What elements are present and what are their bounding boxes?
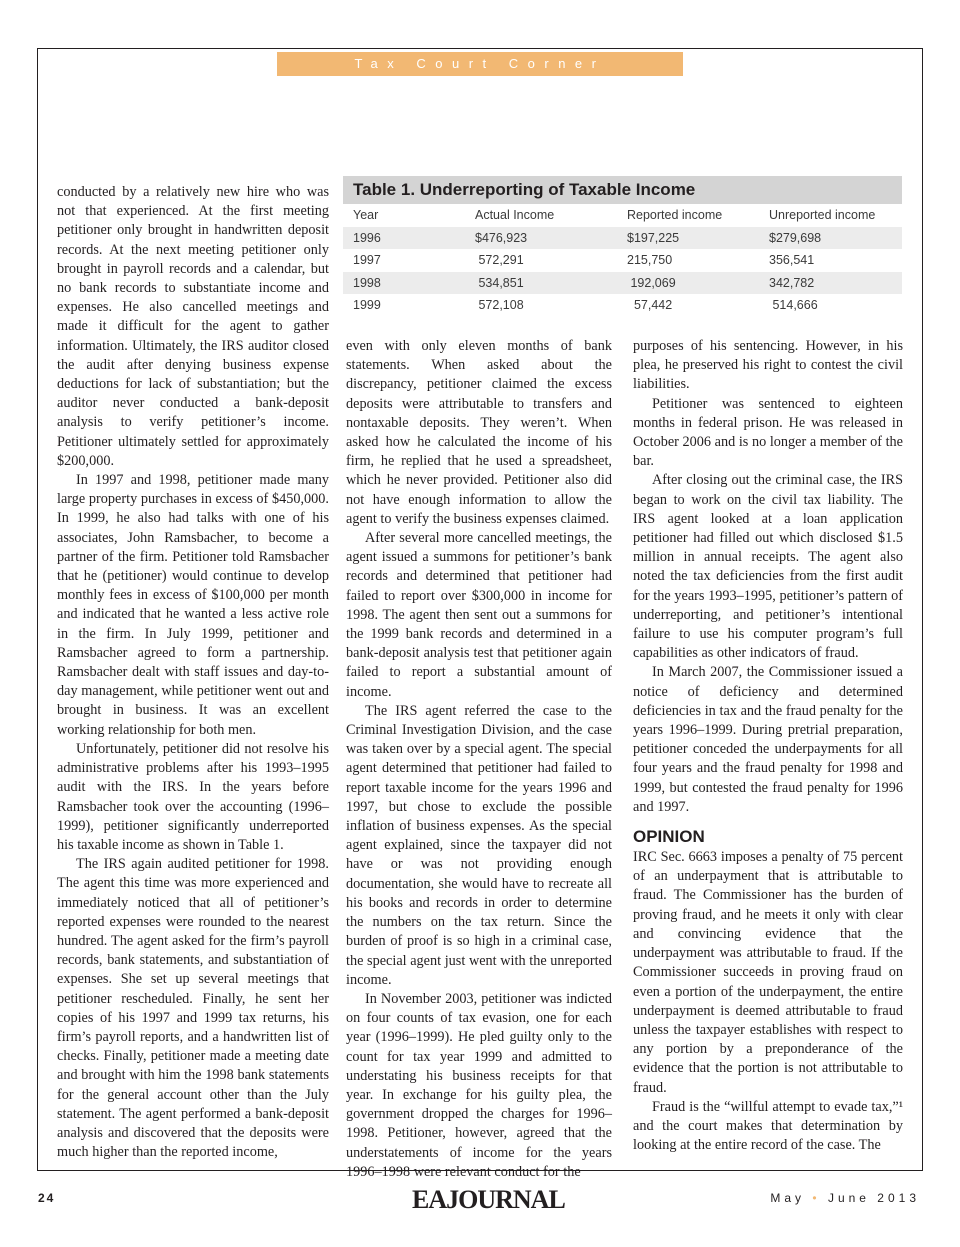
table-grid	[343, 204, 902, 317]
table-row	[343, 249, 902, 272]
text-column-3	[633, 337, 903, 1155]
table-header-cell: Year	[343, 204, 465, 227]
paragraph: Fraud is the “willful attempt to evade tax,”¹ and the court makes that determination by looking at the entire record of the case. The	[633, 1098, 903, 1154]
table-cell: 356,541	[759, 249, 902, 272]
issue-separator: •	[812, 1191, 821, 1205]
table-row	[343, 272, 902, 295]
paragraph: In March 2007, the Commissioner issued a notice of deficiency and determined deficiencies in tax and the fraud penalty for the years 1996–1999. During pretrial preparation, petitioner conceded the underpayments for all four years and the fraud penalty for 1998 and 1999, but contested the fraud penalty for 1996 and 1997.	[633, 664, 903, 815]
paragraph: The IRS agent referred the case to the Criminal Investigation Division, and the case was taken over by a special agent. The special agent determined that petitioner had failed to report taxable income for the years 1996 and 1997, but chose to exclude the possible inflation of business expenses. As the special agent explained, since the taxpayer did not have or was not providing enough documentation, she would have to recreate all his books and records in order to determine the numbers on the tax return. Since the burden of proof is so high in a criminal case, the special agent just went with the unreported income.	[346, 702, 612, 988]
table-cell: $197,225	[617, 227, 759, 250]
table-header-cell: Unreported income	[759, 204, 902, 227]
page-number: 24	[38, 1191, 56, 1205]
paragraph: conducted by a relatively new hire who was not that experienced. At the first meeting petitioner only brought in handwritten deposit records. At the next meeting petitioner only brought in payroll records and a calendar, but no bank records to substantiate income and expenses. He also cancelled meetings and made it difficult for the agent to gather information. Ultimately, the IRS auditor closed the audit after denying business expense deductions for lack of substantiation; but the auditor never conducted a bank-deposit analysis to verify petitioner’s income. Petitioner ultimately settled for approximately $200,000.	[57, 184, 329, 469]
table-cell: 215,750	[617, 249, 759, 272]
journal-logo: EAJOURNAL	[412, 1185, 565, 1214]
table-cell: 1997	[343, 249, 465, 272]
table-cell: 572,291	[465, 249, 617, 272]
table-cell: 192,069	[617, 272, 759, 295]
section-banner	[277, 52, 683, 76]
table-title: Table 1. Underreporting of Taxable Income	[343, 176, 902, 204]
table-header-row	[343, 204, 902, 227]
table-cell: 1999	[343, 294, 465, 317]
paragraph: The IRS again audited petitioner for 1998. The agent this time was more experienced and immediately noticed that all of petitioner’s reported expenses were rounded to the nearest hundred. The agent asked for the firm’s payroll records, bank statements, and substantiation of expenses. She set up several meetings that petitioner rescheduled. Finally, he sent her copies of his 1997 and 1999 tax returns, his firm’s payroll reports, and a handwritten list of checks. Finally, petitioner made a meeting date and brought with him the 1998 bank statements for the general account other than the July statement. The agent performed a bank-deposit analysis and discovered that the deposits were much higher than the reported income,	[57, 856, 329, 1161]
paragraph: even with only eleven months of bank statements. When asked about the discrepancy, petitioner claimed the excess deposits were attributable to transfers and nontaxable deposits. They weren’t. When asked how he calculated the income of his firm, he replied that he used a spreadsheet, which he never provided. Petitioner also did not have enough information to allow the agent to verify the business expenses claimed.	[346, 338, 612, 527]
table-cell: 572,108	[465, 294, 617, 317]
table-cell: 514,666	[759, 294, 902, 317]
paragraph: In November 2003, petitioner was indicted on four counts of tax evasion, one for each year (1996–1999). He pled guilty only to the count for tax year 1999 and admitted to understating his business receipts for that year. In exchange for his guilty plea, the government dropped the charges for 1996–1998. Petitioner, however, agreed that the understatements of income for the years 1996–1998 were relevant conduct for the	[346, 990, 612, 1180]
table-cell: $476,923	[465, 227, 617, 250]
table-cell: 1996	[343, 227, 465, 250]
table-row	[343, 294, 902, 317]
table-header-cell: Reported income	[617, 204, 759, 227]
table-cell: 534,851	[465, 272, 617, 295]
paragraph: Petitioner was sentenced to eighteen months in federal prison. He was released in October 2006 and is no longer a member of the bar.	[633, 395, 903, 470]
banner-title: Tax Court Corner	[354, 56, 606, 71]
income-table	[343, 176, 902, 317]
paragraph: After several more cancelled meetings, the agent issued a summons for petitioner’s bank records and determined that petitioner had failed to report over $300,000 in income for 1998. The agent then sent out a summons for the 1999 bank records and determined in a bank-deposit analysis test that petitioner again failed to report a substantial amount of income.	[346, 530, 612, 700]
paragraph: purposes of his sentencing. However, in his plea, he preserved his right to contest the civil liabilities.	[633, 338, 903, 393]
table-row	[343, 227, 902, 250]
page-footer	[0, 1185, 960, 1215]
table-cell: 57,442	[617, 294, 759, 317]
issue-rest: June 2013	[827, 1191, 920, 1205]
table-cell: 342,782	[759, 272, 902, 295]
table-header-cell: Actual Income	[465, 204, 617, 227]
opinion-heading: OPINION	[633, 827, 705, 847]
text-column-1	[57, 183, 329, 1162]
issue-date	[770, 1191, 920, 1205]
paragraph: In 1997 and 1998, petitioner made many large property purchases in excess of $450,000. In 1999, he also had talks with one of his associates, John Ramsbacher, to become a partner of the firm. Petitioner told Ramsbacher that he (petitioner) would continue to develop monthly fees in excess of $100,000 per month and indicated that he wanted a less active role in the firm. In July 1999, petitioner and Ramsbacher agreed to form a partnership. Ramsbacher dealt with staff issues and day-to-day management, while petitioner went out and brought in business. It was an excellent working relationship for both men.	[57, 472, 329, 738]
text-column-2	[346, 337, 612, 1182]
paragraph: After closing out the criminal case, the IRS began to work on the civil tax liability. The IRS agent looked at a loan application petitioner had filled out which disclosed $1.5 million in annual receipts. The agent also noted the tax deficiencies from the first audit for the years 1993–1995, petitioner’s pattern of underreporting, and petitioner’s intentional failure to use his computer program’s full capabilities as other indicators of fraud.	[633, 472, 903, 662]
paragraph: IRC Sec. 6663 imposes a penalty of 75 percent of an underpayment that is attributable to fraud. The Commissioner has the burden of proving fraud, and he meets it only with clear and convincing evidence that the underpayment was attributable to fraud. If the Commissioner succeeds in proving fraud on even a portion of the underpayment, the entire underpayment is deemed attributable to fraud unless the taxpayer establishes with respect to any portion by a preponderance of the evidence that the portion is not attributable to fraud.	[633, 849, 903, 1096]
table-cell: 1998	[343, 272, 465, 295]
paragraph: Unfortunately, petitioner did not resolve his administrative problems after his 1993–1995 audit with the IRS. In the years before Ramsbacher took over the accounting (1996–1999), petitioner significantly underreported his taxable income as shown in Table 1.	[57, 740, 329, 853]
issue-month: May	[770, 1191, 806, 1205]
table-cell: $279,698	[759, 227, 902, 250]
